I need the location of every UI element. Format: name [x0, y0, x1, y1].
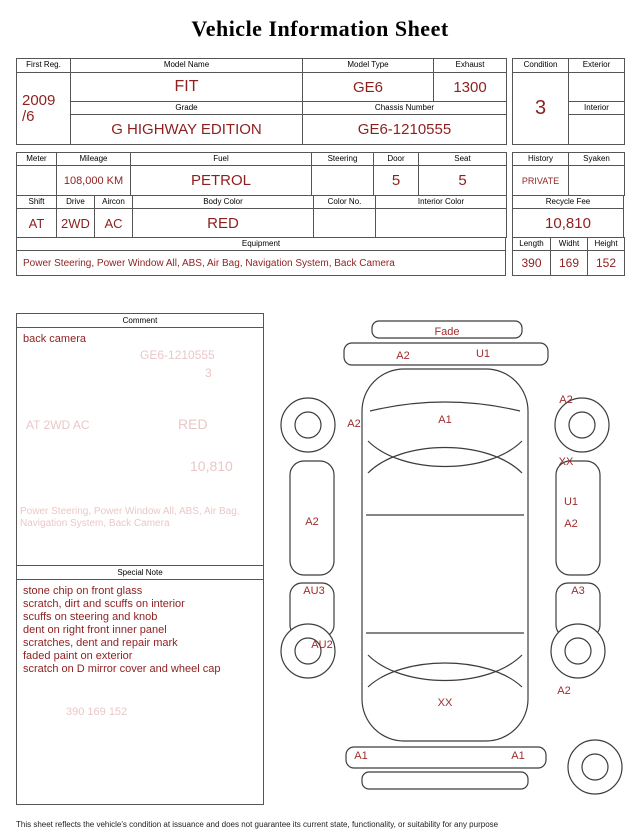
damage-label: A2	[557, 685, 571, 697]
meter-value	[17, 166, 57, 196]
aircon-value: AC	[95, 209, 133, 238]
mileage-label: Mileage	[57, 153, 131, 166]
damage-label: A2	[347, 418, 361, 430]
damage-label: A2	[396, 350, 410, 362]
color-no-label: Color No.	[314, 196, 376, 209]
body-color-value: RED	[133, 209, 314, 238]
spare-tire	[568, 740, 622, 794]
body-color-label: Body Color	[133, 196, 314, 209]
comment-header: Comment	[17, 314, 263, 328]
history-value: PRIVATE	[513, 166, 569, 196]
equipment-label: Equipment	[17, 238, 506, 251]
exterior-label: Exterior	[569, 59, 625, 73]
chassis-number-label: Chassis Number	[303, 102, 507, 115]
door-value: 5	[374, 166, 419, 196]
damage-label: XX	[437, 697, 453, 709]
damage-label: A1	[438, 414, 452, 426]
first-reg-month: /6	[22, 107, 35, 125]
exterior-value	[569, 73, 625, 102]
damage-label: AU3	[303, 585, 325, 597]
height-value: 152	[588, 251, 625, 276]
right-front-door-panel	[556, 461, 600, 575]
interior-label: Interior	[569, 102, 625, 115]
special-note-content	[17, 580, 263, 681]
damage-label: U1	[563, 496, 579, 508]
interior-color-value	[376, 209, 507, 238]
windshield-upper-arc	[368, 441, 522, 467]
comment-box	[16, 313, 264, 566]
windshield-lower-arc	[368, 448, 522, 474]
syaken-label: Syaken	[569, 153, 625, 166]
damage-label: A3	[571, 585, 585, 597]
width-value: 169	[551, 251, 588, 276]
condition-label: Condition	[513, 59, 569, 73]
recycle-fee-label: Recycle Fee	[513, 196, 624, 209]
grade-value: G HIGHWAY EDITION	[71, 115, 303, 145]
width-label: Widht	[551, 238, 588, 251]
history-label: History	[513, 153, 569, 166]
model-type-label: Model Type	[303, 59, 434, 73]
special-note-box	[16, 565, 264, 805]
wheel-front-right	[555, 398, 609, 452]
comment-text: back camera	[23, 333, 86, 345]
page-title: Vehicle Information Sheet	[191, 16, 449, 41]
drive-label: Drive	[57, 196, 95, 209]
interior-color-label: Interior Color	[376, 196, 507, 209]
interior-value	[569, 115, 625, 145]
model-name-value: FIT	[71, 73, 303, 102]
height-label: Height	[588, 238, 625, 251]
damage-label: AU2	[311, 639, 333, 651]
car-damage-diagram	[266, 315, 624, 812]
ghost-text: 3	[205, 366, 212, 380]
front-bumper	[344, 343, 548, 365]
first-reg-value	[17, 73, 71, 145]
meter-label: Meter	[17, 153, 57, 166]
steering-label: Steering	[312, 153, 374, 166]
rear-bumper-strip	[362, 772, 528, 789]
color-no-value	[314, 209, 376, 238]
special-note-line: scratch, dirt and scuffs on interior	[23, 598, 185, 610]
special-note-line: dent on right front inner panel	[23, 624, 167, 636]
hood-line	[370, 402, 520, 411]
equipment-value: Power Steering, Power Window All, ABS, Air Bag, Navigation System, Back Camera	[17, 251, 506, 276]
seat-value: 5	[419, 166, 507, 196]
special-note-header: Special Note	[17, 566, 263, 580]
section1-left	[16, 58, 507, 145]
ghost-text: Power Steering, Power Window All, ABS, Air Bag, Navigation System, Back Camera	[20, 506, 240, 529]
ghost-text: AT 2WD AC	[26, 418, 90, 432]
wheel-rear-right	[551, 624, 605, 678]
steering-value	[312, 166, 374, 196]
special-note-line: faded paint on exterior	[23, 650, 133, 662]
damage-label: A2	[564, 518, 578, 530]
special-note-line: stone chip on front glass	[23, 585, 143, 597]
shift-label: Shift	[17, 196, 57, 209]
section1-right	[512, 58, 625, 145]
ghost-text: RED	[178, 416, 208, 432]
fuel-value: PETROL	[131, 166, 312, 196]
ghost-text: 390 169 152	[66, 706, 128, 718]
exhaust-label: Exhaust	[434, 59, 507, 73]
model-name-label: Model Name	[71, 59, 303, 73]
mileage-value: 108,000 KM	[57, 166, 131, 196]
aircon-label: Aircon	[95, 196, 133, 209]
model-type-value: GE6	[303, 73, 434, 102]
condition-value: 3	[513, 73, 569, 145]
first-reg-label: First Reg.	[17, 59, 71, 73]
damage-label: XX	[558, 456, 574, 468]
special-note-line: scratches, dent and repair mark	[23, 637, 178, 649]
fuel-label: Fuel	[131, 153, 312, 166]
damage-label: A2	[559, 394, 573, 406]
exhaust-value: 1300	[434, 73, 507, 102]
damage-label: U1	[475, 348, 491, 360]
wheel-rear-left	[281, 624, 335, 678]
length-label: Length	[513, 238, 551, 251]
damage-label-fade: Fade	[434, 326, 460, 338]
syaken-value	[569, 166, 625, 196]
special-note-line: scuffs on steering and knob	[23, 611, 158, 623]
ghost-text: GE6-1210555	[140, 348, 215, 362]
chassis-number-value: GE6-1210555	[303, 115, 507, 145]
recycle-fee-value: 10,810	[513, 209, 624, 238]
rear-window-upper-arc	[368, 655, 522, 681]
damage-label: A1	[354, 750, 368, 762]
wheel-front-left	[281, 398, 335, 452]
damage-label: A2	[305, 516, 319, 528]
damage-label: A1	[511, 750, 525, 762]
drive-value: 2WD	[57, 209, 95, 238]
rear-window-lower-arc	[368, 663, 522, 687]
section2-left	[16, 152, 507, 276]
shift-value: AT	[17, 209, 57, 238]
special-note-line: scratch on D mirror cover and wheel cap	[23, 663, 221, 675]
section2-right	[512, 152, 625, 276]
disclaimer-text: This sheet reflects the vehicle's condition at issuance and does not guarantee its current state, functionality, or suitability for any purpose	[16, 820, 499, 829]
ghost-text: 10,810	[190, 458, 233, 474]
length-value: 390	[513, 251, 551, 276]
door-label: Door	[374, 153, 419, 166]
seat-label: Seat	[419, 153, 507, 166]
car-top-view	[266, 315, 624, 807]
first-reg-year: 2009	[22, 91, 56, 109]
grade-label: Grade	[71, 102, 303, 115]
